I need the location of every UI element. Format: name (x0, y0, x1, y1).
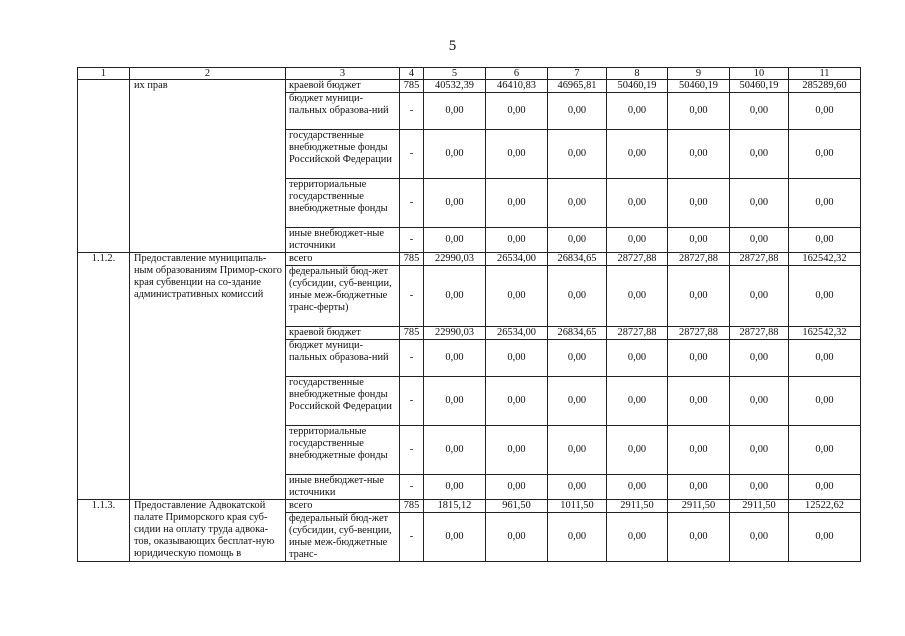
total-cell: 0,00 (789, 130, 861, 179)
value-cell: 28727,88 (730, 253, 789, 266)
value-cell: 1011,50 (548, 500, 607, 513)
value-cell: 0,00 (730, 130, 789, 179)
total-cell: 162542,32 (789, 253, 861, 266)
value-cell: 0,00 (548, 93, 607, 130)
table-row (78, 253, 861, 266)
header-cell: 6 (486, 68, 548, 80)
header-cell: 1 (78, 68, 130, 80)
value-cell: 0,00 (730, 93, 789, 130)
header-cell: 3 (286, 68, 400, 80)
value-cell: 0,00 (607, 130, 668, 179)
value-cell: 28727,88 (668, 327, 730, 340)
grbs-code: - (400, 513, 424, 562)
total-cell: 285289,60 (789, 80, 861, 93)
value-cell: 0,00 (424, 377, 486, 426)
grbs-code: - (400, 475, 424, 500)
funding-source: краевой бюджет (286, 327, 400, 340)
value-cell: 0,00 (730, 377, 789, 426)
value-cell: 0,00 (668, 340, 730, 377)
value-cell: 46410,83 (486, 80, 548, 93)
value-cell: 0,00 (486, 130, 548, 179)
value-cell: 0,00 (486, 340, 548, 377)
value-cell: 28727,88 (730, 327, 789, 340)
funding-source: бюджет муници-пальных образова-ний (286, 340, 400, 377)
value-cell: 0,00 (424, 179, 486, 228)
value-cell: 0,00 (668, 130, 730, 179)
header-cell: 5 (424, 68, 486, 80)
header-cell: 2 (130, 68, 286, 80)
value-cell: 26834,65 (548, 253, 607, 266)
value-cell: 0,00 (486, 475, 548, 500)
value-cell: 0,00 (548, 340, 607, 377)
value-cell: 0,00 (607, 377, 668, 426)
grbs-code: - (400, 228, 424, 253)
value-cell: 50460,19 (668, 80, 730, 93)
value-cell: 0,00 (730, 228, 789, 253)
total-cell: 0,00 (789, 426, 861, 475)
total-cell: 0,00 (789, 377, 861, 426)
table-row (78, 80, 861, 93)
funding-source: федеральный бюд-жет (субсидии, суб-венции, иные меж-бюджетные транс-ферты) (286, 266, 400, 327)
value-cell: 2911,50 (607, 500, 668, 513)
value-cell: 0,00 (668, 93, 730, 130)
funding-source: всего (286, 500, 400, 513)
value-cell: 0,00 (607, 513, 668, 562)
total-cell: 0,00 (789, 340, 861, 377)
item-name: Предоставление муниципаль-ным образованиям Примор-ского края субвенции на со-здание административных комиссий (130, 253, 286, 500)
header-cell: 11 (789, 68, 861, 80)
header-cell: 9 (668, 68, 730, 80)
funding-source: иные внебюджет-ные источники (286, 228, 400, 253)
page-number: 5 (448, 38, 457, 54)
value-cell: 0,00 (548, 130, 607, 179)
value-cell: 0,00 (548, 266, 607, 327)
total-cell: 0,00 (789, 266, 861, 327)
value-cell: 0,00 (486, 266, 548, 327)
value-cell: 0,00 (607, 426, 668, 475)
funding-source: бюджет муници-пальных образова-ний (286, 93, 400, 130)
value-cell: 0,00 (548, 426, 607, 475)
total-cell: 0,00 (789, 513, 861, 562)
value-cell: 0,00 (730, 513, 789, 562)
value-cell: 1815,12 (424, 500, 486, 513)
value-cell: 0,00 (424, 266, 486, 327)
value-cell: 0,00 (730, 179, 789, 228)
header-cell: 10 (730, 68, 789, 80)
value-cell: 0,00 (486, 377, 548, 426)
grbs-code: - (400, 130, 424, 179)
value-cell: 22990,03 (424, 327, 486, 340)
value-cell: 0,00 (424, 513, 486, 562)
value-cell: 2911,50 (668, 500, 730, 513)
funding-source: всего (286, 253, 400, 266)
budget-table (77, 67, 861, 562)
table-row (78, 500, 861, 513)
header-cell: 4 (400, 68, 424, 80)
item-name: Предоставление Адвокатской палате Приморского края суб-сидии на оплату труда адвока-тов, оказывающих бесплат-ную юридическую помощь в (130, 500, 286, 562)
grbs-code: - (400, 340, 424, 377)
value-cell: 0,00 (607, 179, 668, 228)
total-cell: 0,00 (789, 93, 861, 130)
funding-source: иные внебюджет-ные источники (286, 475, 400, 500)
grbs-code: 785 (400, 327, 424, 340)
item-code: 1.1.3. (78, 500, 130, 562)
value-cell: 26834,65 (548, 327, 607, 340)
grbs-code: 785 (400, 253, 424, 266)
funding-source: территориальные государственные внебюджетные фонды (286, 179, 400, 228)
value-cell: 0,00 (424, 93, 486, 130)
header-cell: 8 (607, 68, 668, 80)
grbs-code: - (400, 266, 424, 327)
value-cell: 0,00 (486, 179, 548, 228)
value-cell: 0,00 (424, 426, 486, 475)
value-cell: 0,00 (668, 475, 730, 500)
value-cell: 0,00 (668, 426, 730, 475)
value-cell: 40532,39 (424, 80, 486, 93)
grbs-code: 785 (400, 500, 424, 513)
value-cell: 0,00 (607, 340, 668, 377)
funding-source: государственные внебюджетные фонды Российской Федерации (286, 130, 400, 179)
value-cell: 0,00 (486, 513, 548, 562)
value-cell: 0,00 (548, 179, 607, 228)
value-cell: 0,00 (424, 228, 486, 253)
total-cell: 0,00 (789, 228, 861, 253)
value-cell: 2911,50 (730, 500, 789, 513)
value-cell: 0,00 (486, 228, 548, 253)
total-cell: 162542,32 (789, 327, 861, 340)
value-cell: 0,00 (486, 93, 548, 130)
total-cell: 12522,62 (789, 500, 861, 513)
header-row (78, 68, 861, 80)
value-cell: 26534,00 (486, 327, 548, 340)
value-cell: 0,00 (730, 266, 789, 327)
value-cell: 0,00 (548, 475, 607, 500)
value-cell: 50460,19 (607, 80, 668, 93)
funding-source: федеральный бюд-жет (субсидии, суб-венции, иные меж-бюджетные транс- (286, 513, 400, 562)
value-cell: 0,00 (668, 513, 730, 562)
value-cell: 0,00 (486, 426, 548, 475)
grbs-code: - (400, 377, 424, 426)
value-cell: 28727,88 (607, 327, 668, 340)
value-cell: 0,00 (730, 426, 789, 475)
item-code: 1.1.2. (78, 253, 130, 500)
item-name: их прав (130, 80, 286, 253)
value-cell: 50460,19 (730, 80, 789, 93)
grbs-code: 785 (400, 80, 424, 93)
value-cell: 0,00 (730, 475, 789, 500)
value-cell: 0,00 (424, 130, 486, 179)
value-cell: 0,00 (607, 228, 668, 253)
value-cell: 961,50 (486, 500, 548, 513)
value-cell: 0,00 (607, 266, 668, 327)
value-cell: 0,00 (668, 377, 730, 426)
funding-source: краевой бюджет (286, 80, 400, 93)
value-cell: 0,00 (548, 228, 607, 253)
value-cell: 26534,00 (486, 253, 548, 266)
value-cell: 0,00 (424, 475, 486, 500)
value-cell: 0,00 (424, 340, 486, 377)
grbs-code: - (400, 426, 424, 475)
value-cell: 0,00 (607, 93, 668, 130)
grbs-code: - (400, 179, 424, 228)
funding-source: государственные внебюджетные фонды Российской Федерации (286, 377, 400, 426)
value-cell: 28727,88 (607, 253, 668, 266)
value-cell: 22990,03 (424, 253, 486, 266)
value-cell: 0,00 (668, 179, 730, 228)
value-cell: 0,00 (668, 228, 730, 253)
total-cell: 0,00 (789, 179, 861, 228)
value-cell: 46965,81 (548, 80, 607, 93)
value-cell: 0,00 (730, 340, 789, 377)
grbs-code: - (400, 93, 424, 130)
value-cell: 0,00 (548, 377, 607, 426)
value-cell: 28727,88 (668, 253, 730, 266)
value-cell: 0,00 (668, 266, 730, 327)
total-cell: 0,00 (789, 475, 861, 500)
item-code (78, 80, 130, 253)
header-cell: 7 (548, 68, 607, 80)
value-cell: 0,00 (607, 475, 668, 500)
funding-source: территориальные государственные внебюджетные фонды (286, 426, 400, 475)
value-cell: 0,00 (548, 513, 607, 562)
